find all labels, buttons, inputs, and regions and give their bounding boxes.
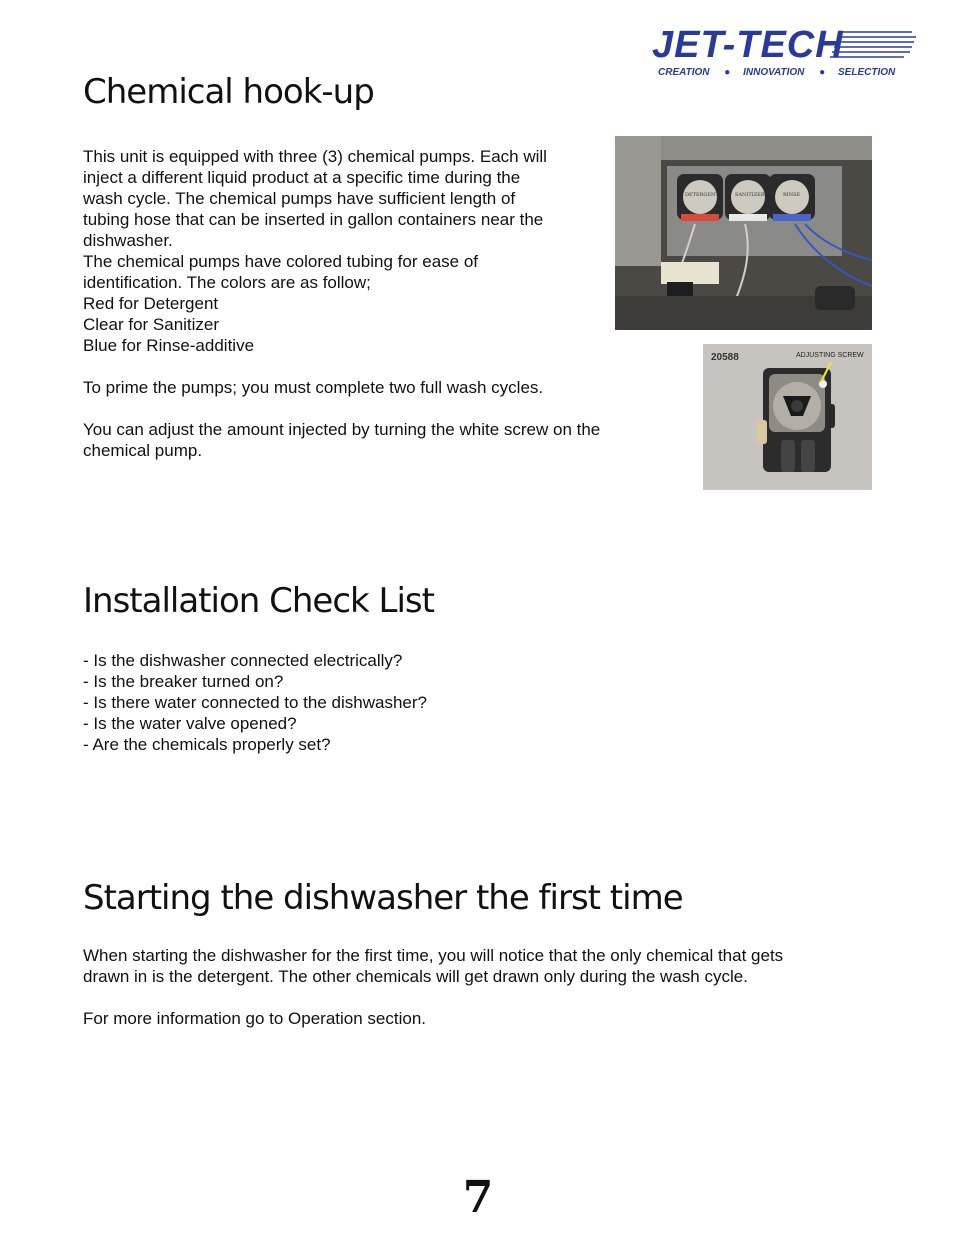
chemical-line: identification. The colors are as follow; <box>83 273 371 292</box>
chemical-line-sanitizer: Clear for Sanitizer <box>83 315 220 334</box>
page-number: 7 <box>462 1172 494 1223</box>
logo-tagline <box>658 67 908 78</box>
logo-brand: JET-TECH <box>652 24 844 66</box>
chemical-line: tubing hose that can be inserted in gallon containers near the <box>83 210 544 229</box>
chemical-hookup-heading: Chemical hook-up <box>83 72 374 112</box>
more-info-line: For more information go to Operation section. <box>83 1009 426 1028</box>
tagline-selection: SELECTION <box>838 67 896 78</box>
starting-line: When starting the dishwasher for the first time, you will notice that the only chemical that gets <box>83 946 784 965</box>
chemical-line: wash cycle. The chemical pumps have sufficient length of <box>83 189 516 208</box>
chemical-line: inject a different liquid product at a specific time during the <box>83 168 521 187</box>
tagline-innovation: INNOVATION <box>743 67 805 78</box>
adjust-instruction: chemical pump. <box>83 441 203 460</box>
pump-label-sanitizer: SANITIZER <box>735 192 765 198</box>
blank-line <box>83 356 600 377</box>
pump-label-rinse: RINSE <box>783 192 801 198</box>
adjust-instruction: You can adjust the amount injected by turning the white screw on the <box>83 420 601 439</box>
part-number-label: 20588 <box>711 352 739 363</box>
checklist-heading: Installation Check List <box>83 581 434 621</box>
pump-closeup-photo <box>703 344 872 490</box>
tagline-bullet-icon: ● <box>819 67 826 78</box>
prime-instruction: To prime the pumps; you must complete two full wash cycles. <box>83 378 544 397</box>
checklist <box>83 650 427 755</box>
chemical-line: dishwasher. <box>83 231 173 250</box>
chemical-line-rinse: Blue for Rinse-additive <box>83 336 255 355</box>
chemical-line: The chemical pumps have colored tubing for ease of <box>83 252 479 271</box>
chemical-hookup-text <box>83 146 600 461</box>
pump-closeup-illustration <box>703 344 872 490</box>
blank-line <box>83 398 600 419</box>
chemical-line: This unit is equipped with three (3) chemical pumps. Each will <box>83 147 547 166</box>
jet-tech-logo <box>650 26 920 82</box>
tagline-bullet-icon: ● <box>724 67 731 78</box>
starting-text <box>83 945 783 1029</box>
checklist-item: - Is the water valve opened? <box>83 714 297 733</box>
starting-line: drawn in is the detergent. The other chemicals will get drawn only during the wash cycle. <box>83 967 748 986</box>
checklist-item: - Are the chemicals properly set? <box>83 735 331 754</box>
checklist-item: - Is the dishwasher connected electrically? <box>83 651 403 670</box>
pumps-illustration <box>615 136 872 330</box>
chemical-line-detergent: Red for Detergent <box>83 294 219 313</box>
pump-label-detergent: DETERGENT <box>685 192 719 198</box>
blank-line <box>83 987 783 1008</box>
chemical-pumps-photo <box>615 136 872 330</box>
checklist-item: - Is the breaker turned on? <box>83 672 284 691</box>
starting-heading: Starting the dishwasher the first time <box>83 878 683 918</box>
tagline-creation: CREATION <box>658 67 710 78</box>
adjusting-screw-callout: ADJUSTING SCREW <box>796 352 864 359</box>
checklist-item: - Is there water connected to the dishwasher? <box>83 693 427 712</box>
